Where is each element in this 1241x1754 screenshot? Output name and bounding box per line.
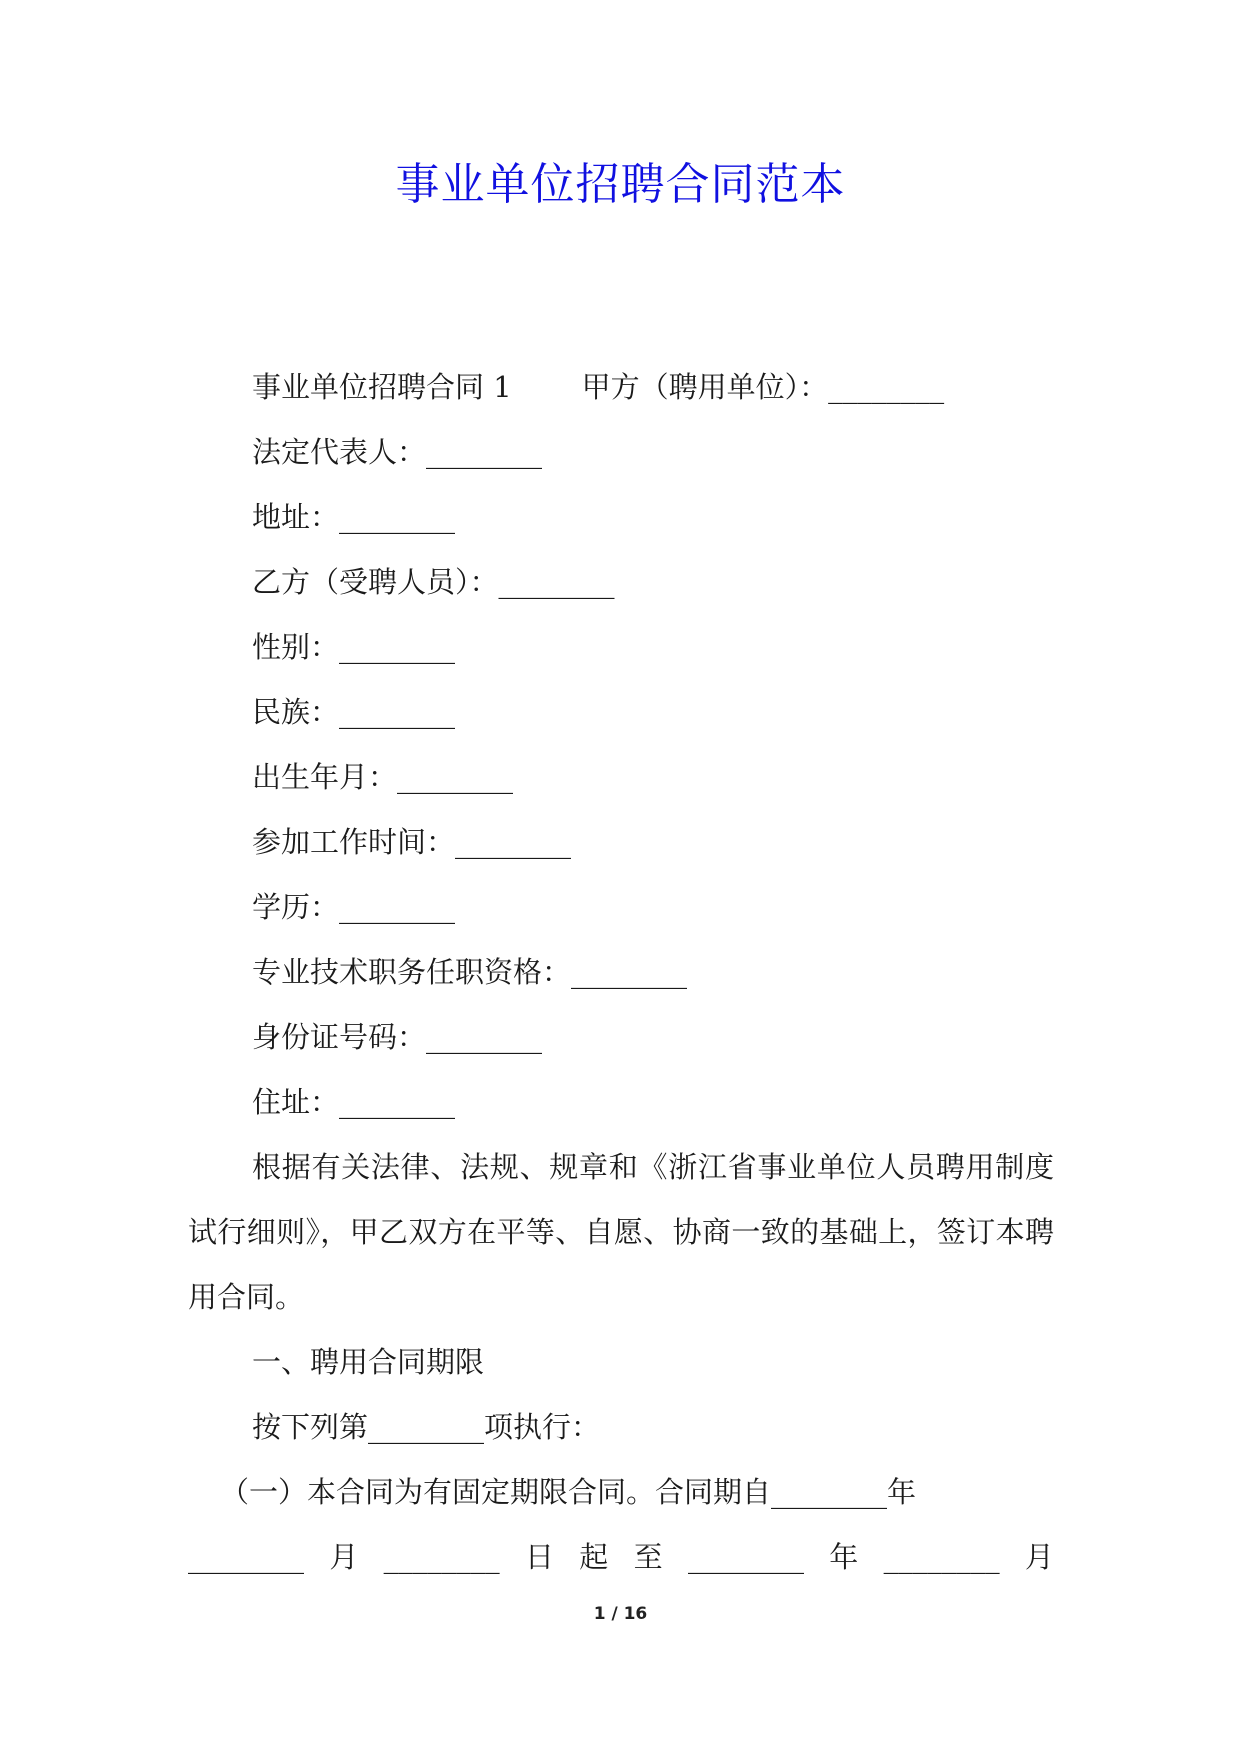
field-legal-representative: 法定代表人：________ — [252, 435, 543, 469]
clause-part: 至 — [633, 1540, 663, 1574]
section-title: 一、聘用合同期限 — [252, 1345, 485, 1379]
field-gender: 性别：________ — [252, 630, 456, 664]
clause-part: 年 — [829, 1540, 859, 1574]
field-work-start: 参加工作时间：________ — [252, 825, 572, 859]
intro-paragraph: 根据有关法律、法规、规章和《浙江省事业单位人员聘用制度试行细则》，甲乙双方在平等、自愿、协商一致的基础上，签订本聘用合同。 — [188, 1150, 1054, 1314]
clause-part: 起 — [579, 1540, 609, 1574]
field-qualification: 专业技术职务任职资格：________ — [252, 955, 688, 989]
contract-heading: 事业单位招聘合同 1 — [252, 370, 512, 404]
field-address: 地址：________ — [252, 500, 456, 534]
clause-part: ________ — [383, 1540, 500, 1574]
field-ethnicity: 民族：________ — [252, 695, 456, 729]
clause-part: 月 — [1024, 1540, 1054, 1574]
party-a-field: 甲方（聘用单位）：________ — [581, 370, 945, 404]
clause-part: ________ — [883, 1540, 1000, 1574]
page-number: 1 / 16 — [593, 1604, 648, 1624]
document-title: 事业单位招聘合同范本 — [395, 159, 846, 210]
clause-line-2 — [188, 1525, 1054, 1590]
field-party-b: 乙方（受聘人员）：________ — [252, 565, 615, 599]
clause-part: ________ — [687, 1540, 804, 1574]
section-rule: 按下列第________项执行： — [252, 1410, 601, 1444]
heading-line — [188, 355, 1054, 420]
document-body — [188, 355, 1054, 1590]
field-birth-date: 出生年月：________ — [252, 760, 514, 794]
clause-part: ________ — [188, 1540, 304, 1574]
clause-part: 月 — [329, 1540, 359, 1574]
clause-part: 日 — [524, 1540, 554, 1574]
field-residence: 住址：________ — [252, 1085, 456, 1119]
field-id-number: 身份证号码：________ — [252, 1020, 543, 1054]
clause-line-1: （一）本合同为有固定期限合同。合同期自________年 — [220, 1475, 917, 1509]
field-education: 学历：________ — [252, 890, 456, 924]
